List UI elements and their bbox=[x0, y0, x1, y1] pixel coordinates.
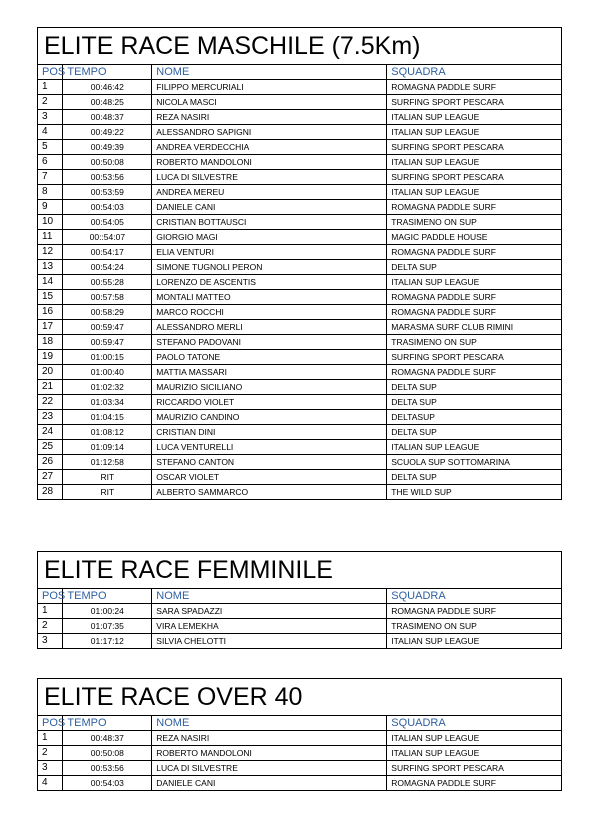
name-cell: ELIA VENTURI bbox=[152, 245, 387, 260]
name-cell: VIRA LEMEKHA bbox=[152, 619, 387, 634]
time-header: TEMPO bbox=[63, 716, 152, 731]
table-row bbox=[38, 746, 562, 761]
table-row bbox=[38, 215, 562, 230]
table-row bbox=[38, 260, 562, 275]
table-row bbox=[38, 410, 562, 425]
time-cell: 00:48:37 bbox=[63, 110, 152, 125]
pos-cell: 12 bbox=[38, 245, 63, 260]
team-cell: TRASIMENO ON SUP bbox=[387, 215, 562, 230]
table-row bbox=[38, 380, 562, 395]
pos-cell: 14 bbox=[38, 275, 63, 290]
table-row bbox=[38, 761, 562, 776]
name-header: NOME bbox=[152, 65, 387, 80]
team-cell: MAGIC PADDLE HOUSE bbox=[387, 230, 562, 245]
pos-cell: 3 bbox=[38, 761, 63, 776]
time-cell: 00:54:24 bbox=[63, 260, 152, 275]
results-table-block bbox=[37, 551, 562, 649]
team-cell: ROMAGNA PADDLE SURF bbox=[387, 80, 562, 95]
time-cell: RIT bbox=[63, 470, 152, 485]
time-cell: 00:54:05 bbox=[63, 215, 152, 230]
table-row bbox=[38, 365, 562, 380]
pos-cell: 1 bbox=[38, 731, 63, 746]
time-header: TEMPO bbox=[63, 589, 152, 604]
pos-cell: 13 bbox=[38, 260, 63, 275]
table-row bbox=[38, 170, 562, 185]
team-cell: ITALIAN SUP LEAGUE bbox=[387, 746, 562, 761]
name-cell: STEFANO CANTON bbox=[152, 455, 387, 470]
pos-cell: 23 bbox=[38, 410, 63, 425]
table-row bbox=[38, 275, 562, 290]
pos-cell: 26 bbox=[38, 455, 63, 470]
table-row bbox=[38, 125, 562, 140]
pos-cell: 4 bbox=[38, 776, 63, 791]
name-cell: REZA NASIRI bbox=[152, 110, 387, 125]
table-row bbox=[38, 350, 562, 365]
team-cell: DELTA SUP bbox=[387, 395, 562, 410]
team-cell: ROMAGNA PADDLE SURF bbox=[387, 200, 562, 215]
time-cell: 01:02:32 bbox=[63, 380, 152, 395]
team-cell: SURFING SPORT PESCARA bbox=[387, 350, 562, 365]
team-cell: TRASIMENO ON SUP bbox=[387, 619, 562, 634]
pos-header: POS bbox=[38, 65, 63, 80]
name-cell: LUCA DI SILVESTRE bbox=[152, 170, 387, 185]
table-row bbox=[38, 155, 562, 170]
time-cell: 01:12:58 bbox=[63, 455, 152, 470]
team-cell: SURFING SPORT PESCARA bbox=[387, 761, 562, 776]
pos-cell: 5 bbox=[38, 140, 63, 155]
table-row bbox=[38, 290, 562, 305]
time-cell: 00:46:42 bbox=[63, 80, 152, 95]
pos-cell: 16 bbox=[38, 305, 63, 320]
time-cell: 00::54:07 bbox=[63, 230, 152, 245]
name-cell: ROBERTO MANDOLONI bbox=[152, 155, 387, 170]
time-cell: 01:07:35 bbox=[63, 619, 152, 634]
table-row bbox=[38, 335, 562, 350]
team-cell: ROMAGNA PADDLE SURF bbox=[387, 245, 562, 260]
name-cell: LUCA DI SILVESTRE bbox=[152, 761, 387, 776]
team-cell: ROMAGNA PADDLE SURF bbox=[387, 365, 562, 380]
time-cell: 00:50:08 bbox=[63, 746, 152, 761]
table-row bbox=[38, 619, 562, 634]
table-row bbox=[38, 440, 562, 455]
time-header: TEMPO bbox=[63, 65, 152, 80]
time-cell: 00:53:56 bbox=[63, 761, 152, 776]
team-cell: SURFING SPORT PESCARA bbox=[387, 95, 562, 110]
team-cell: TRASIMENO ON SUP bbox=[387, 335, 562, 350]
name-cell: STEFANO PADOVANI bbox=[152, 335, 387, 350]
table-row bbox=[38, 140, 562, 155]
section-title: ELITE RACE OVER 40 bbox=[38, 679, 562, 716]
name-cell: MONTALI MATTEO bbox=[152, 290, 387, 305]
results-table bbox=[37, 551, 562, 649]
team-cell: ROMAGNA PADDLE SURF bbox=[387, 290, 562, 305]
time-cell: 00:53:59 bbox=[63, 185, 152, 200]
name-cell: LORENZO DE ASCENTIS bbox=[152, 275, 387, 290]
time-cell: 01:00:40 bbox=[63, 365, 152, 380]
table-row bbox=[38, 185, 562, 200]
team-cell: ITALIAN SUP LEAGUE bbox=[387, 731, 562, 746]
name-cell: REZA NASIRI bbox=[152, 731, 387, 746]
time-cell: 00:50:08 bbox=[63, 155, 152, 170]
team-cell: DELTA SUP bbox=[387, 260, 562, 275]
results-table-block bbox=[37, 678, 562, 791]
table-row bbox=[38, 320, 562, 335]
table-row bbox=[38, 425, 562, 440]
team-header: SQUADRA bbox=[387, 716, 562, 731]
time-cell: 00:59:47 bbox=[63, 335, 152, 350]
pos-cell: 4 bbox=[38, 125, 63, 140]
team-cell: MARASMA SURF CLUB RIMINI bbox=[387, 320, 562, 335]
pos-cell: 2 bbox=[38, 619, 63, 634]
team-cell: ROMAGNA PADDLE SURF bbox=[387, 776, 562, 791]
team-header: SQUADRA bbox=[387, 65, 562, 80]
time-cell: 01:09:14 bbox=[63, 440, 152, 455]
team-cell: ITALIAN SUP LEAGUE bbox=[387, 125, 562, 140]
pos-cell: 11 bbox=[38, 230, 63, 245]
table-row bbox=[38, 395, 562, 410]
name-cell: CRISTIAN DINI bbox=[152, 425, 387, 440]
table-row bbox=[38, 604, 562, 619]
pos-cell: 9 bbox=[38, 200, 63, 215]
time-cell: 01:04:15 bbox=[63, 410, 152, 425]
name-cell: NICOLA MASCI bbox=[152, 95, 387, 110]
pos-cell: 21 bbox=[38, 380, 63, 395]
team-cell: DELTA SUP bbox=[387, 425, 562, 440]
table-row bbox=[38, 80, 562, 95]
pos-cell: 6 bbox=[38, 155, 63, 170]
section-title: ELITE RACE FEMMINILE bbox=[38, 552, 562, 589]
team-cell: SURFING SPORT PESCARA bbox=[387, 140, 562, 155]
time-cell: 00:48:25 bbox=[63, 95, 152, 110]
pos-cell: 28 bbox=[38, 485, 63, 500]
name-cell: ALBERTO SAMMARCO bbox=[152, 485, 387, 500]
team-cell: ITALIAN SUP LEAGUE bbox=[387, 110, 562, 125]
time-cell: 00:48:37 bbox=[63, 731, 152, 746]
time-cell: 00:53:56 bbox=[63, 170, 152, 185]
table-row bbox=[38, 455, 562, 470]
time-cell: 01:08:12 bbox=[63, 425, 152, 440]
name-cell: RICCARDO VIOLET bbox=[152, 395, 387, 410]
time-cell: RIT bbox=[63, 485, 152, 500]
time-cell: 00:55:28 bbox=[63, 275, 152, 290]
pos-cell: 8 bbox=[38, 185, 63, 200]
team-cell: DELTA SUP bbox=[387, 470, 562, 485]
results-table bbox=[37, 27, 562, 500]
table-row bbox=[38, 485, 562, 500]
name-cell: FILIPPO MERCURIALI bbox=[152, 80, 387, 95]
pos-cell: 10 bbox=[38, 215, 63, 230]
pos-cell: 20 bbox=[38, 365, 63, 380]
table-row bbox=[38, 110, 562, 125]
pos-cell: 19 bbox=[38, 350, 63, 365]
time-cell: 00:49:39 bbox=[63, 140, 152, 155]
pos-cell: 17 bbox=[38, 320, 63, 335]
name-cell: ALESSANDRO MERLI bbox=[152, 320, 387, 335]
pos-cell: 2 bbox=[38, 746, 63, 761]
team-cell: ITALIAN SUP LEAGUE bbox=[387, 185, 562, 200]
team-cell: SURFING SPORT PESCARA bbox=[387, 170, 562, 185]
team-cell: ITALIAN SUP LEAGUE bbox=[387, 275, 562, 290]
name-cell: OSCAR VIOLET bbox=[152, 470, 387, 485]
team-cell: ITALIAN SUP LEAGUE bbox=[387, 440, 562, 455]
results-table-block bbox=[37, 27, 562, 500]
table-row bbox=[38, 634, 562, 649]
name-cell: GIORGIO MAGI bbox=[152, 230, 387, 245]
column-header-row bbox=[38, 589, 562, 604]
table-row bbox=[38, 245, 562, 260]
pos-cell: 1 bbox=[38, 604, 63, 619]
pos-cell: 3 bbox=[38, 634, 63, 649]
time-cell: 00:49:22 bbox=[63, 125, 152, 140]
team-header: SQUADRA bbox=[387, 589, 562, 604]
name-cell: ALESSANDRO SAPIGNI bbox=[152, 125, 387, 140]
pos-cell: 2 bbox=[38, 95, 63, 110]
team-cell: ROMAGNA PADDLE SURF bbox=[387, 604, 562, 619]
name-cell: MAURIZIO SICILIANO bbox=[152, 380, 387, 395]
team-cell: DELTA SUP bbox=[387, 380, 562, 395]
pos-cell: 27 bbox=[38, 470, 63, 485]
team-cell: ROMAGNA PADDLE SURF bbox=[387, 305, 562, 320]
name-cell: ANDREA MEREU bbox=[152, 185, 387, 200]
name-cell: SARA SPADAZZI bbox=[152, 604, 387, 619]
column-header-row bbox=[38, 65, 562, 80]
team-cell: SCUOLA SUP SOTTOMARINA bbox=[387, 455, 562, 470]
section-title: ELITE RACE MASCHILE (7.5Km) bbox=[38, 28, 562, 65]
table-row bbox=[38, 230, 562, 245]
name-cell: ANDREA VERDECCHIA bbox=[152, 140, 387, 155]
team-cell: ITALIAN SUP LEAGUE bbox=[387, 155, 562, 170]
name-header: NOME bbox=[152, 716, 387, 731]
column-header-row bbox=[38, 716, 562, 731]
name-cell: LUCA VENTURELLI bbox=[152, 440, 387, 455]
name-cell: PAOLO TATONE bbox=[152, 350, 387, 365]
time-cell: 00:57:58 bbox=[63, 290, 152, 305]
team-cell: DELTASUP bbox=[387, 410, 562, 425]
name-cell: SIMONE TUGNOLI PERON bbox=[152, 260, 387, 275]
time-cell: 01:17:12 bbox=[63, 634, 152, 649]
time-cell: 01:00:24 bbox=[63, 604, 152, 619]
time-cell: 01:00:15 bbox=[63, 350, 152, 365]
team-cell: ITALIAN SUP LEAGUE bbox=[387, 634, 562, 649]
name-cell: MATTIA MASSARI bbox=[152, 365, 387, 380]
pos-header: POS bbox=[38, 716, 63, 731]
name-cell: DANIELE CANI bbox=[152, 200, 387, 215]
pos-cell: 24 bbox=[38, 425, 63, 440]
name-cell: MARCO ROCCHI bbox=[152, 305, 387, 320]
pos-cell: 18 bbox=[38, 335, 63, 350]
table-row bbox=[38, 95, 562, 110]
pos-cell: 1 bbox=[38, 80, 63, 95]
time-cell: 00:59:47 bbox=[63, 320, 152, 335]
time-cell: 00:58:29 bbox=[63, 305, 152, 320]
table-row bbox=[38, 470, 562, 485]
pos-cell: 22 bbox=[38, 395, 63, 410]
pos-cell: 3 bbox=[38, 110, 63, 125]
name-cell: SILVIA CHELOTTI bbox=[152, 634, 387, 649]
pos-cell: 15 bbox=[38, 290, 63, 305]
name-cell: CRISTIAN BOTTAUSCI bbox=[152, 215, 387, 230]
pos-cell: 7 bbox=[38, 170, 63, 185]
time-cell: 00:54:03 bbox=[63, 200, 152, 215]
time-cell: 00:54:17 bbox=[63, 245, 152, 260]
time-cell: 01:03:34 bbox=[63, 395, 152, 410]
table-row bbox=[38, 305, 562, 320]
name-cell: ROBERTO MANDOLONI bbox=[152, 746, 387, 761]
name-cell: MAURIZIO CANDINO bbox=[152, 410, 387, 425]
table-row bbox=[38, 731, 562, 746]
table-row bbox=[38, 200, 562, 215]
time-cell: 00:54:03 bbox=[63, 776, 152, 791]
name-header: NOME bbox=[152, 589, 387, 604]
pos-header: POS bbox=[38, 589, 63, 604]
table-row bbox=[38, 776, 562, 791]
pos-cell: 25 bbox=[38, 440, 63, 455]
team-cell: THE WILD SUP bbox=[387, 485, 562, 500]
name-cell: DANIELE CANI bbox=[152, 776, 387, 791]
results-table bbox=[37, 678, 562, 791]
